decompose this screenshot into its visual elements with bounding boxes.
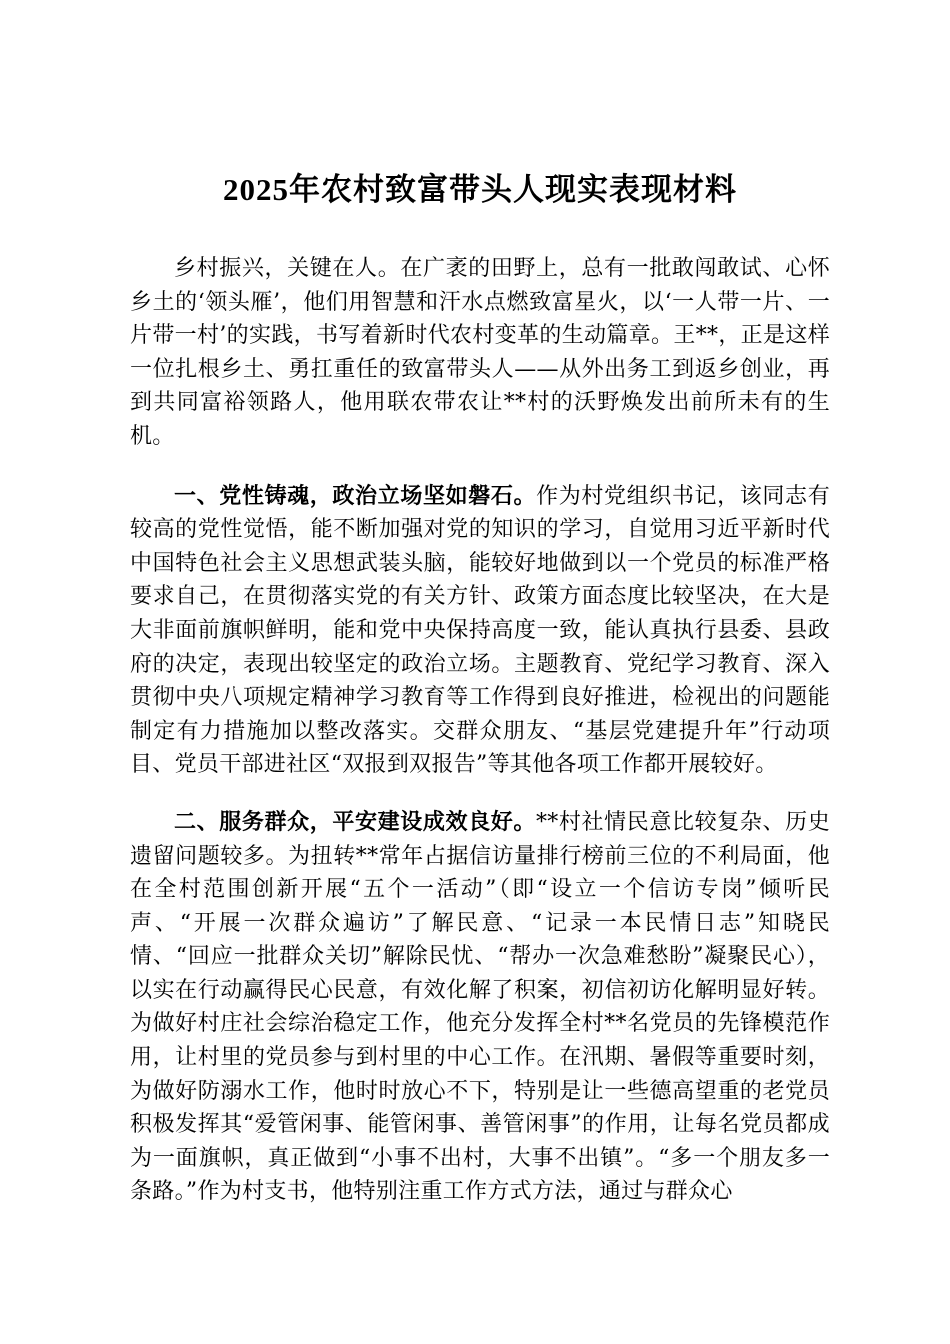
section-two-heading: 二、服务群众，平安建设成效良好。 bbox=[174, 808, 536, 835]
section-two-body: **村社情民意比较复杂、历史遗留问题较多。为扭转**常年占据信访量排行榜前三位的不利局面，他在全村范围创新开展“五个一活动”（即“设立一个信访专岗”倾听民声、“开展一次群众遍访”了解民意、“记录一本民情日志”知晓民情、“回应一批群众关切”解除民忧、“帮办一次急难愁盼”凝聚民心），以实在行动赢得民心民意，有效化解了积案，初信初访化解明显好转。为做好村庄社会综治稳定工作，他充分发挥全村**名党员的先锋模范作用，让村里的党员参与到村里的中心工作。在汛期、暑假等重要时刻，为做好防溺水工作，他时时放心不下，特别是让一些德高望重的老党员积极发挥其“爱管闲事、能管闲事、善管闲事”的作用，让每名党员都成为一面旗帜，真正做到“小事不出村，大事不出镇”。“多一个朋友多一条路。”作为村支书，他特别注重工作方式方法，通过与群众心 bbox=[130, 809, 830, 1205]
section-one-heading: 一、党性铸魂，政治立场坚如磐石。 bbox=[174, 482, 537, 509]
section-one-body: 作为村党组织书记，该同志有较高的党性觉悟，能不断加强对党的知识的学习，自觉用习近平新时代中国特色社会主义思想武装头脑，能较好地做到以一个党员的标准严格要求自己，在贯彻落实党的有关方针、政策方面态度比较坚决，在大是大非面前旗帜鲜明，能和党中央保持高度一致，能认真执行县委、县政府的决定，表现出较坚定的政治立场。主题教育、党纪学习教育、深入贯彻中央八项规定精神学习教育等工作得到良好推进，检视出的问题能制定有力措施加以整改落实。交群众朋友、“基层党建提升年”行动项目、党员干部进社区“双报到双报告”等其他各项工作都开展较好。 bbox=[130, 483, 830, 778]
section-two-paragraph bbox=[130, 806, 830, 1209]
intro-paragraph: 乡村振兴，关键在人。在广袤的田野上，总有一批敢闯敢试、心怀乡土的‘领头雁’，他们用智慧和汗水点燃致富星火，以‘一人带一片、一片带一村’的实践，书写着新时代农村变革的生动篇章。王**，正是这样一位扎根乡土、勇扛重任的致富带头人——从外出务工到返乡创业，再到共同富裕领路人，他用联农带农让**村的沃野焕发出前所未有的生机。 bbox=[130, 256, 830, 449]
section-one-paragraph bbox=[130, 480, 830, 782]
document-page bbox=[130, 168, 830, 1233]
document-title: 2025年农村致富带头人现实表现材料 bbox=[223, 172, 737, 207]
